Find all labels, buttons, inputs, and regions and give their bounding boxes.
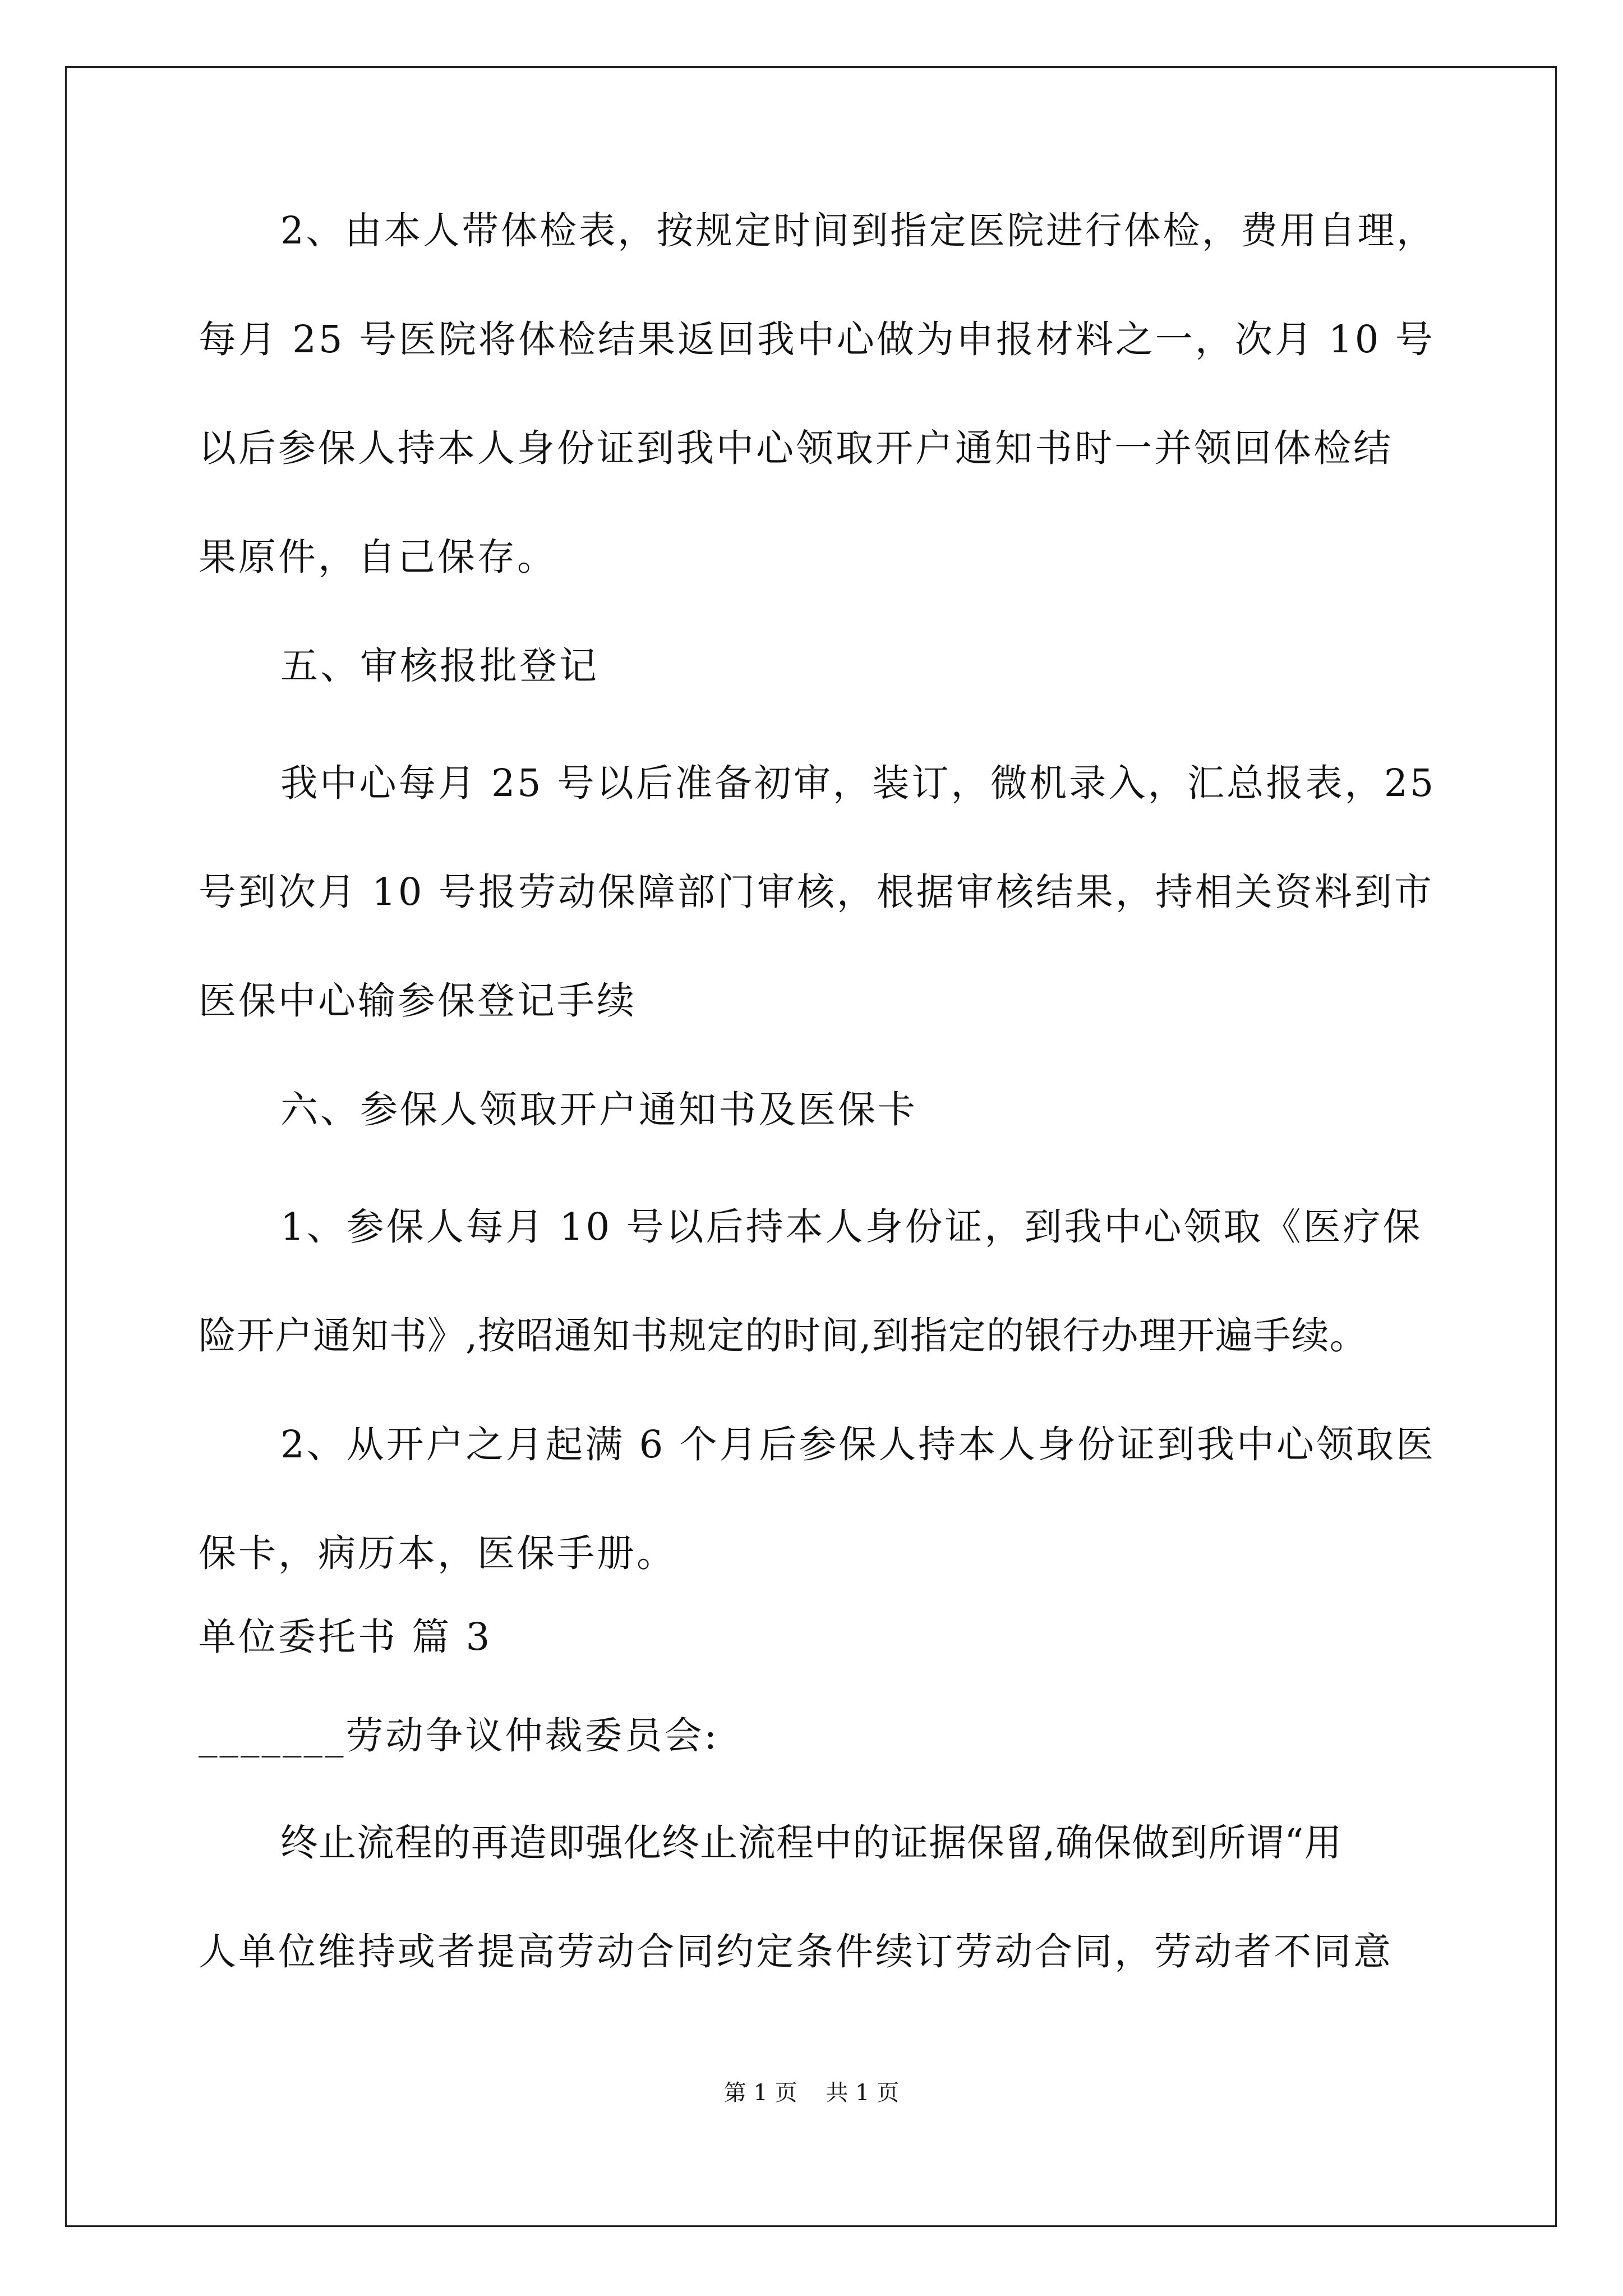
- section-heading: 六、参保人领取开户通知书及医保卡: [280, 1088, 917, 1131]
- document-title: 单位委托书 篇 3: [199, 1615, 492, 1659]
- paragraph-line: 险开户通知书》,按昭通知书规定的时间,到指定的银行办理开遍手续。: [199, 1314, 1368, 1358]
- paragraph-line: 每月 25 号医院将体检结果返回我中心做为申报材料之一，次月 10 号: [199, 318, 1435, 361]
- section-heading: 五、审核报批登记: [280, 644, 599, 688]
- paragraph-line: 以后参保人持本人身份证到我中心领取开户通知书时一并领回体检结: [199, 426, 1393, 470]
- paragraph-line: 2、从开户之月起满 6 个月后参保人持本人身份证到我中心领取医: [280, 1423, 1436, 1466]
- salutation: _______劳动争议仲裁委员会:: [199, 1714, 720, 1757]
- page-number-footer: 第 1 页 共 1 页: [723, 2080, 900, 2106]
- paragraph-line: 医保中心输参保登记手续: [199, 979, 637, 1023]
- paragraph-line: 我中心每月 25 号以后准备初审，装订，微机录入，汇总报表，25: [280, 761, 1436, 805]
- paragraph-line: 终止流程的再造即强化终止流程中的证据保留,确保做到所谓“用: [280, 1821, 1343, 1865]
- paragraph-line: 人单位维持或者提高劳动合同约定条件续订劳动合同，劳动者不同意: [199, 1930, 1393, 1973]
- page-border: [65, 66, 1557, 2227]
- paragraph-line: 保卡，病历本，医保手册。: [199, 1531, 676, 1575]
- paragraph-line: 果原件，自己保存。: [199, 535, 557, 579]
- paragraph-line: 1、参保人每月 10 号以后持本人身份证，到我中心领取《医疗保: [280, 1205, 1423, 1249]
- paragraph-line: 号到次月 10 号报劳动保障部门审核，根据审核结果，持相关资料到市: [199, 870, 1434, 914]
- paragraph-line: 2、由本人带体检表，按规定时间到指定医院进行体检，费用自理，: [280, 209, 1436, 252]
